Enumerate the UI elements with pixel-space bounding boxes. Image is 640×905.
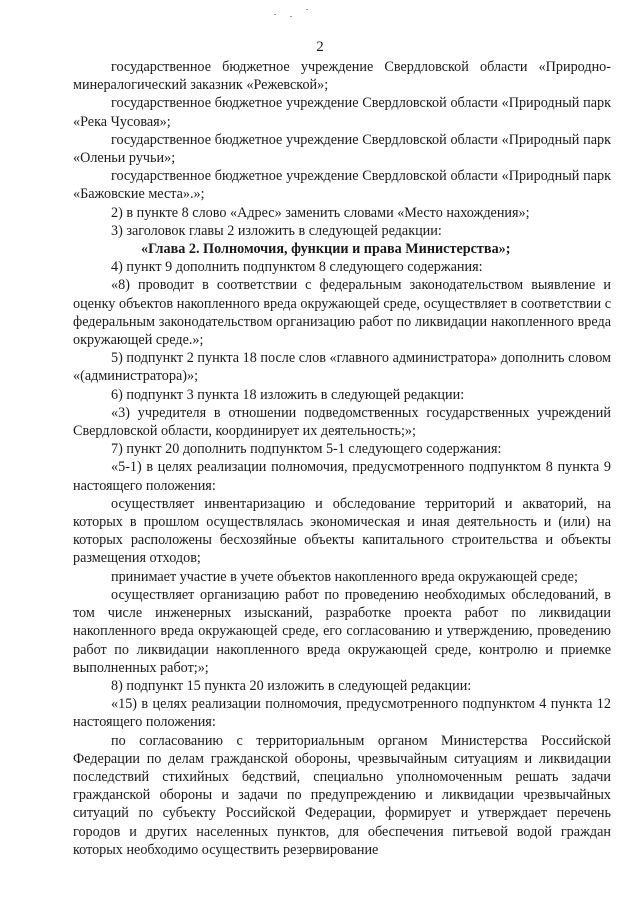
paragraph: государственное бюджетное учреждение Свердловской области «Природный парк «Бажовские места».»; [73,168,611,203]
paragraph: 3) заголовок главы 2 изложить в следующей редакции: [111,222,442,239]
paragraph: осуществляет инвентаризацию и обследование территорий и акваторий, на которых в прошлом осуществлялась экономическая и иная деятельность и (или) на которых расположены бесхозяйные объекты капитального строительства и объекты размещения отходов; [73,495,611,567]
paragraph: 5) подпункт 2 пункта 18 после слов «главного администратора» дополнить словом «(администратора)»; [73,350,611,385]
paragraph: «5-1) в целях реализации полномочия, предусмотренного подпунктом 8 пункта 9 настоящего положения: [73,459,611,494]
paragraph: осуществляет организацию работ по проведению необходимых обследований, в том числе инженерных изысканий, разработке проекта работ по ликвидации накопленного вреда окружающей среде, его согласованию и утверждению, проведению работ по ликвидации накопленного вреда окружающей среде, контролю и приемке выполненных работ;»; [73,586,611,676]
chapter-heading: «Глава 2. Полномочия, функции и права Министерства»; [141,241,511,258]
paragraph: государственное бюджетное учреждение Свердловской области «Природный парк «Оленьи ручьи»; [73,131,611,167]
scan-speck [306,9,308,10]
page-number: 2 [316,39,324,55]
scan-speck [274,14,276,15]
paragraph: принимает участие в учете объектов накопленного вреда окружающей среде; [111,568,578,585]
paragraph: государственное бюджетное учреждение Свердловской области «Природно-минералогический заказник «Режевской»; [73,59,611,94]
paragraph: государственное бюджетное учреждение Свердловской области «Природный парк «Река Чусовая»; [73,95,611,130]
scan-speck [290,16,292,17]
document-body [73,58,611,859]
paragraph: «3) учредителя в отношении подведомственных государственных учреждений Свердловской области, координирует их деятельность;»; [73,404,611,440]
paragraph: «8) проводит в соответствии с федеральным законодательством выявление и оценку объектов накопленного вреда окружающей среде, осуществляет в соответствии с федеральным законодательством организацию работ по ликвидации накопленного вреда окружающей среде.»; [73,277,611,349]
paragraph: по согласованию с территориальным органом Министерства Российской Федерации по делам гражданской обороны, чрезвычайным ситуациям и ликвидации последствий стихийных бедствий, специально уполномоченным решать задачи гражданской обороны и задачи по предупреждению и ликвидации чрезвычайных ситуаций по субъекту Российской Федерации, формирует и утверждает перечень городов и других населенных пунктов, для обеспечения питьевой водой граждан которых необходимо осуществить резервирование [73,732,611,858]
paragraph: 4) пункт 9 дополнить подпунктом 8 следующего содержания: [111,259,483,276]
paragraph: 8) подпункт 15 пункта 20 изложить в следующей редакции: [111,677,472,694]
paragraph: 6) подпункт 3 пункта 18 изложить в следующей редакции: [111,386,465,403]
paragraph: 2) в пункте 8 слово «Адрес» заменить словами «Место нахождения»; [111,204,530,221]
paragraph: «15) в целях реализации полномочия, предусмотренного подпунктом 4 пункта 12 настоящего положения: [73,696,611,731]
paragraph: 7) пункт 20 дополнить подпунктом 5-1 следующего содержания: [111,441,502,458]
